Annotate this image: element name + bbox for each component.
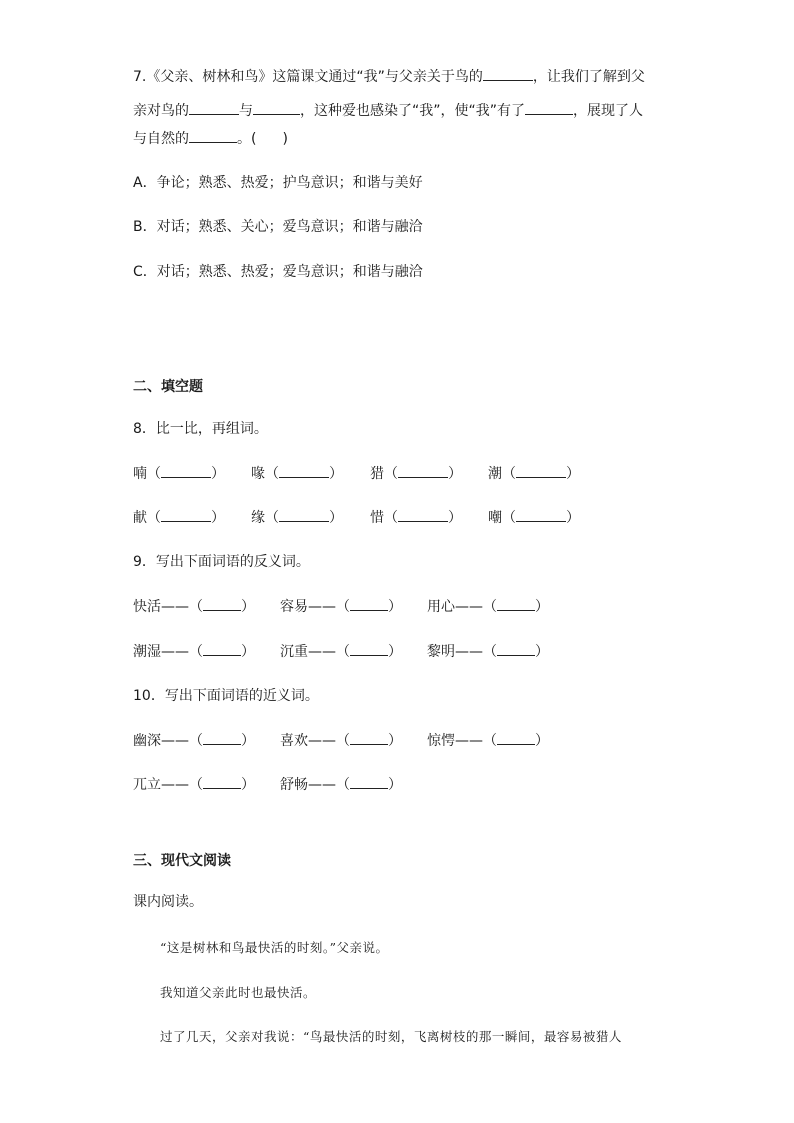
reading-paragraph: 过了几天，父亲对我说：“鸟最快活的时刻，飞离树枝的那一瞬间，最容易被猎人 bbox=[160, 1029, 622, 1044]
q8-blank[interactable] bbox=[161, 507, 211, 522]
q8-blank[interactable] bbox=[516, 507, 566, 522]
q8-item: 喃（ ） bbox=[133, 463, 225, 484]
q10-prompt: 10．写出下面词语的近义词。 bbox=[133, 688, 319, 704]
q10-blank[interactable] bbox=[350, 774, 388, 789]
q9-blank[interactable] bbox=[497, 641, 535, 656]
q7-option-a[interactable]: A．争论；熟悉、热爱；护鸟意识；和谐与美好 bbox=[133, 175, 423, 191]
q8-item: 献（ ） bbox=[133, 507, 225, 528]
q7-option-c[interactable]: C．对话；熟悉、热爱；爱鸟意识；和谐与融洽 bbox=[133, 264, 423, 280]
section-2-heading: 二、填空题 bbox=[133, 379, 203, 395]
q7-text: 与 bbox=[239, 103, 253, 119]
q9-prompt: 9．写出下面词语的反义词。 bbox=[133, 554, 310, 570]
q7-text: 亲对鸟的 bbox=[133, 103, 189, 119]
q7-text: ，让我们了解到父 bbox=[532, 69, 645, 85]
q10-blank[interactable] bbox=[203, 774, 241, 789]
q9-item: 黎明——（ ） bbox=[427, 641, 549, 662]
q10-item: 惊愕——（ ） bbox=[427, 730, 549, 751]
q8-item: 缘（ ） bbox=[251, 507, 343, 528]
q8-blank[interactable] bbox=[279, 507, 329, 522]
q7-line-3 bbox=[133, 128, 288, 149]
q7-line-2 bbox=[133, 100, 643, 121]
q8-item: 嘲（ ） bbox=[488, 507, 580, 528]
q10-item: 兀立——（ ） bbox=[133, 774, 255, 795]
q10-item: 幽深——（ ） bbox=[133, 730, 255, 751]
q8-item: 喙（ ） bbox=[251, 463, 343, 484]
q9-blank[interactable] bbox=[203, 641, 241, 656]
q7-text: ，这种爱也感染了“我”，使“我”有了 bbox=[300, 103, 526, 119]
q7-text: 。( bbox=[237, 131, 257, 147]
q8-prompt: 8．比一比，再组词。 bbox=[133, 421, 268, 437]
reading-intro: 课内阅读。 bbox=[133, 894, 203, 910]
q10-blank[interactable] bbox=[497, 730, 535, 745]
q8-item: 潮（ ） bbox=[488, 463, 580, 484]
section-3-heading: 三、现代文阅读 bbox=[133, 853, 231, 869]
q7-text: 7.《父亲、树林和鸟》这篇课文通过“我”与父亲关于鸟的 bbox=[133, 69, 483, 85]
q9-item: 容易——（ ） bbox=[280, 596, 402, 617]
q7-blank-3[interactable] bbox=[253, 100, 300, 115]
q7-text: 与自然的 bbox=[133, 131, 189, 147]
q8-blank[interactable] bbox=[398, 463, 448, 478]
q9-item: 快活——（ ） bbox=[133, 596, 255, 617]
q8-blank[interactable] bbox=[279, 463, 329, 478]
q10-blank[interactable] bbox=[203, 730, 241, 745]
q9-blank[interactable] bbox=[350, 596, 388, 611]
q7-blank-5[interactable] bbox=[189, 128, 237, 143]
q8-blank[interactable] bbox=[516, 463, 566, 478]
reading-paragraph: 我知道父亲此时也最快活。 bbox=[160, 985, 317, 1000]
q9-blank[interactable] bbox=[350, 641, 388, 656]
q8-blank[interactable] bbox=[161, 463, 211, 478]
q9-item: 用心——（ ） bbox=[427, 596, 549, 617]
q9-blank[interactable] bbox=[203, 596, 241, 611]
q7-text: ) bbox=[282, 131, 288, 147]
q7-blank-4[interactable] bbox=[525, 100, 573, 115]
q10-blank[interactable] bbox=[350, 730, 388, 745]
q8-blank[interactable] bbox=[398, 507, 448, 522]
q7-blank-2[interactable] bbox=[189, 100, 239, 115]
q8-item: 惜（ ） bbox=[370, 507, 462, 528]
q7-line-1 bbox=[133, 66, 645, 87]
q8-item: 猎（ ） bbox=[370, 463, 462, 484]
q9-blank[interactable] bbox=[497, 596, 535, 611]
q10-item: 舒畅——（ ） bbox=[280, 774, 402, 795]
reading-paragraph: “这是树林和鸟最快活的时刻。”父亲说。 bbox=[160, 940, 389, 955]
q7-option-b[interactable]: B．对话；熟悉、关心；爱鸟意识；和谐与融洽 bbox=[133, 219, 423, 235]
q9-item: 潮湿——（ ） bbox=[133, 641, 255, 662]
q10-item: 喜欢——（ ） bbox=[280, 730, 402, 751]
q7-text: ，展现了人 bbox=[573, 103, 644, 119]
q9-item: 沉重——（ ） bbox=[280, 641, 402, 662]
q7-blank-1[interactable] bbox=[483, 66, 533, 81]
